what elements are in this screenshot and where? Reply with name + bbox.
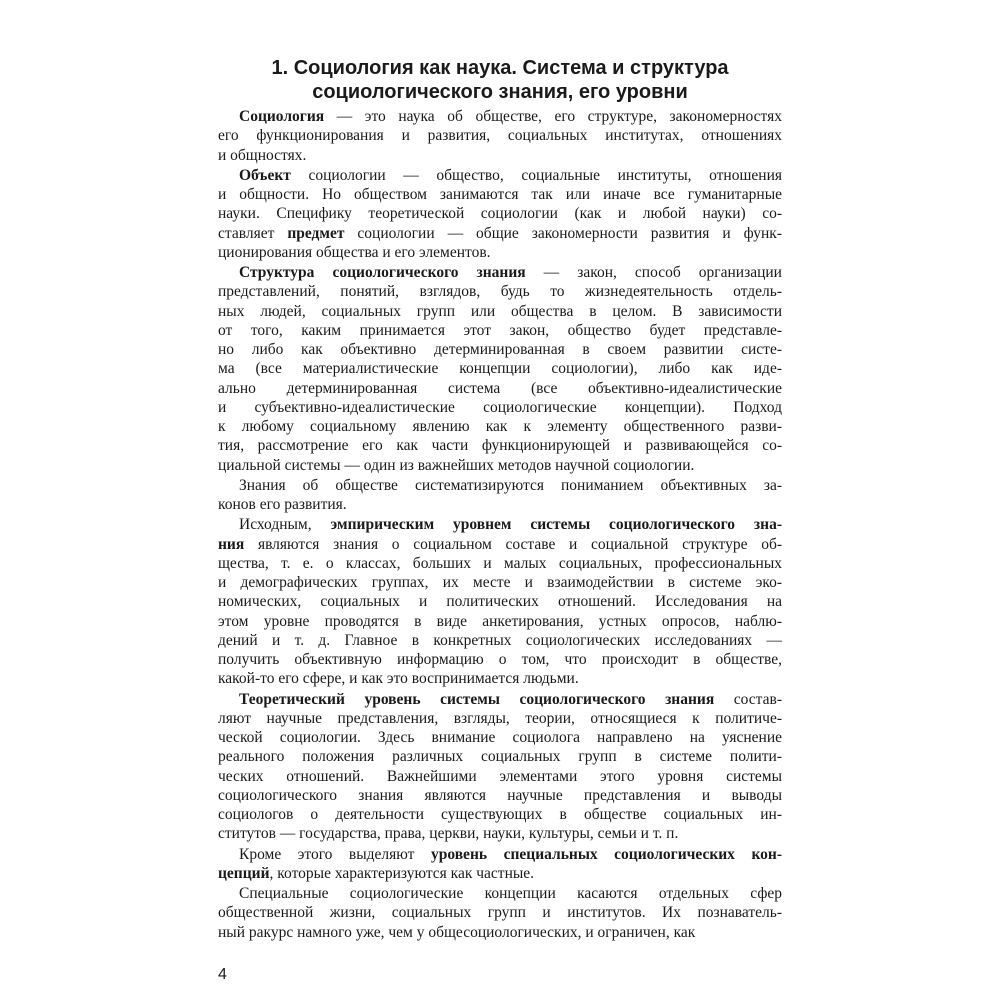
text-run: ститутов — государства, права, церкви, науки, культуры, семьи и т. п. <box>218 825 679 843</box>
text-run: , которые характеризуются как частные. <box>269 864 535 882</box>
text-line <box>218 243 782 262</box>
bold-term: эмпирическим уровнем системы социологического зна- <box>330 516 782 534</box>
text-line <box>218 824 782 843</box>
text-run: являются знания о социальном составе и социальной структуре об- <box>244 535 782 553</box>
text-run: ально детерминированная система (все объективно-идеалистические <box>218 379 782 397</box>
bold-term: предмет <box>287 224 345 242</box>
text-run: тия, рассмотрение его как части функционирующей и развивающейся со- <box>218 437 782 455</box>
text-line <box>218 379 782 398</box>
bold-term: Объект <box>239 166 291 184</box>
text-line <box>218 476 782 495</box>
text-line <box>218 302 782 321</box>
text-run: общественной жизни, социальных групп и институтов. Их познаватель- <box>218 904 782 922</box>
bold-term: Теоретический уровень системы социологического знания <box>239 690 715 708</box>
text-run: ческой социологии. Здесь внимание социолога направлено на уяснение <box>218 729 782 746</box>
text-run: социологии — общество, социальные институты, отношения <box>290 166 782 184</box>
paragraph <box>218 515 782 688</box>
text-run: ляют научные представления, взгляды, теории, относящиеся к политиче- <box>218 709 782 727</box>
text-line <box>218 224 782 243</box>
text-line <box>218 728 782 747</box>
paragraph <box>218 476 782 515</box>
text-line <box>218 554 782 573</box>
text-line <box>218 398 782 417</box>
text-run: его функционирования и развития, социальных институтах, отношениях <box>218 127 782 145</box>
text-line <box>218 884 782 903</box>
paragraph <box>218 107 782 165</box>
text-line <box>218 515 782 534</box>
text-run: состав- <box>714 690 782 708</box>
text-run: Кроме этого выделяют <box>239 845 431 863</box>
text-line <box>218 864 782 883</box>
text-line <box>218 107 782 126</box>
text-line <box>218 535 782 554</box>
text-line <box>218 612 782 631</box>
text-run: номических, социальных и политических отношений. Исследования на <box>218 593 782 611</box>
text-run: щества, т. е. о классах, больших и малых социальных, профессиональных <box>218 554 782 572</box>
text-run: социологии — общие закономерности развития и функ- <box>344 224 782 242</box>
text-line <box>218 631 782 650</box>
text-run: и демографических группах, их месте и взаимодействии в системе эко- <box>218 574 782 591</box>
text-run: — закон, способ организации <box>525 264 782 281</box>
text-run: ных людей, социальных групп или общества в целом. В зависимости <box>218 302 782 320</box>
bold-term: ния <box>218 535 245 553</box>
text-line <box>218 321 782 340</box>
page-number: 4 <box>218 966 227 983</box>
section-title-line-2: социологического знания, его уровни <box>312 81 688 103</box>
paragraph <box>218 166 782 262</box>
text-run: этом уровне проводятся в виде анкетирования, устных опросов, наблю- <box>218 612 782 630</box>
section-title-line-1: 1. Социология как наука. Система и структура <box>271 57 729 79</box>
text-line <box>218 166 782 185</box>
text-run: конов его развития. <box>218 496 347 513</box>
text-line <box>218 903 782 922</box>
section-title <box>200 56 800 104</box>
text-run: и общностях. <box>218 146 307 164</box>
text-line <box>218 573 782 592</box>
text-run: но либо как объективно детерминированная в своем развитии систе- <box>218 341 782 358</box>
text-line <box>218 845 782 864</box>
text-run: Исходным, <box>239 516 331 534</box>
paragraph <box>218 263 782 475</box>
text-run: ма (все материалистические концепции социологии), либо как иде- <box>218 360 782 378</box>
text-run: социологов о деятельности существующих в обществе социальных ин- <box>218 806 782 823</box>
paragraph <box>218 845 782 884</box>
text-run: и субъективно-идеалистические социологические концепции). Подход <box>218 398 782 416</box>
text-line <box>218 204 782 223</box>
text-run: циальной системы — один из важнейших методов научной социологии. <box>218 456 695 474</box>
text-line <box>218 436 782 455</box>
text-run: ционирования общества и его элементов. <box>218 243 491 261</box>
bold-term: цепций <box>218 864 270 882</box>
text-line <box>218 690 782 709</box>
text-run: к любому социальному явлению как к элементу общественного разви- <box>218 418 782 435</box>
text-line <box>218 495 782 514</box>
text-run: ставляет <box>218 224 288 242</box>
text-line <box>218 805 782 824</box>
text-line <box>218 786 782 805</box>
text-run: Специальные социологические концепции касаются отдельных сфер <box>239 885 782 902</box>
text-line <box>218 456 782 475</box>
text-line <box>218 185 782 204</box>
text-run: — это наука об обществе, его структуре, закономерностях <box>324 108 782 125</box>
paragraph <box>218 884 782 942</box>
text-run: реального положения различных социальных групп в системе полити- <box>218 748 782 766</box>
text-line <box>218 282 782 301</box>
text-run: какой-то его сфере, и как это воспринимается людьми. <box>218 670 579 688</box>
text-line <box>218 923 782 942</box>
text-run: ческих отношений. Важнейшими элементами этого уровня системы <box>218 767 782 785</box>
text-run: представлений, понятий, взглядов, будь то жизнедеятельность отдель- <box>218 283 782 301</box>
text-line <box>218 709 782 728</box>
text-line <box>218 146 782 165</box>
text-run: и общности. Но обществом занимаются так или иначе все гуманитарные <box>218 186 782 203</box>
text-line <box>218 747 782 766</box>
text-run: Знания об обществе систематизируются пониманием объективных за- <box>239 476 782 494</box>
bold-term: Социология <box>239 108 325 125</box>
text-line <box>218 263 782 282</box>
text-run: науки. Специфику теоретической социологии (как и любой науки) со- <box>218 205 782 223</box>
bold-term: уровень специальных социологических кон- <box>430 845 783 863</box>
text-line <box>218 126 782 145</box>
text-run: социологического знания являются научные представления и выводы <box>218 786 782 804</box>
text-line <box>218 359 782 378</box>
text-run: от того, каким принимается этот закон, общество будет представле- <box>218 321 782 339</box>
text-run: получить объективную информацию о том, что происходит в обществе, <box>218 651 782 668</box>
bold-term: Структура социологического знания <box>239 264 526 281</box>
text-line <box>218 417 782 436</box>
body-text <box>218 107 782 943</box>
paragraph <box>218 690 782 844</box>
text-line <box>218 669 782 688</box>
text-run: ный ракурс намного уже, чем у общесоциологических, и ограничен, как <box>218 923 696 941</box>
text-line <box>218 767 782 786</box>
text-line <box>218 650 782 669</box>
text-line <box>218 592 782 611</box>
text-run: дений и т. д. Главное в конкретных социологических исследованиях — <box>218 631 782 649</box>
text-line <box>218 340 782 359</box>
